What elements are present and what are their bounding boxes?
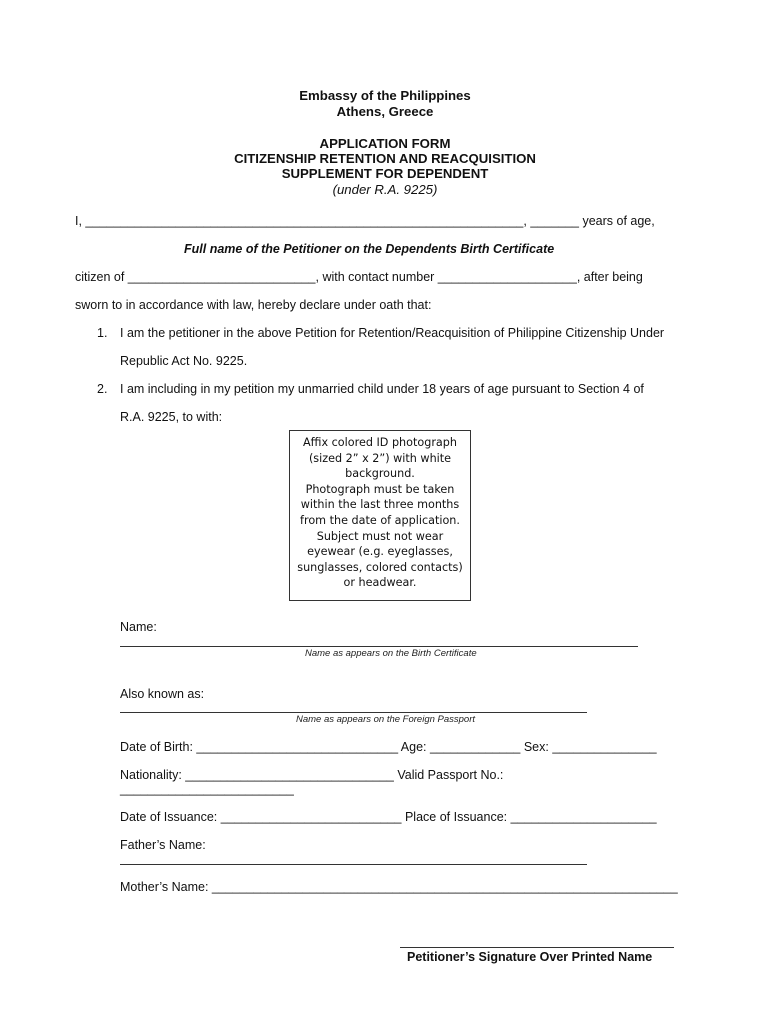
passport-number-blank[interactable]: _________________________: [120, 782, 294, 796]
form-subtitle: CITIZENSHIP RETENTION AND REACQUISITION: [234, 151, 536, 166]
dob-age-sex-line: Date of Birth: _____________________________ Age: _____________ Sex: _______________: [120, 740, 657, 754]
mother-name-line: Mother’s Name: ___________________________________________________________________: [120, 880, 678, 894]
aka-caption: Name as appears on the Foreign Passport: [296, 714, 476, 725]
signature-line[interactable]: [400, 947, 674, 948]
embassy-name: Embassy of the Philippines: [299, 88, 471, 103]
intro-line-2: citizen of ___________________________, with contact number ____________________, after being: [75, 270, 643, 284]
issuance-line: Date of Issuance: __________________________ Place of Issuance: _____________________: [120, 810, 657, 824]
item-2-continuation: R.A. 9225, to with:: [120, 410, 223, 424]
name-label: Name:: [120, 620, 157, 634]
item-1-text: I am the petitioner in the above Petition for Retention/Reacquisition of Philippine Citizenship Under: [120, 326, 665, 340]
photo-instruction-line: Affix colored ID photograph: [303, 436, 457, 449]
item-1-continuation: Republic Act No. 9225.: [120, 354, 248, 368]
intro-line-1: I, _______________________________________________________________, _______ years of age,: [75, 214, 655, 228]
item-2-number: 2.: [97, 382, 108, 396]
law-reference: (under R.A. 9225): [332, 182, 438, 197]
photo-instruction-line: eyewear (e.g. eyeglasses,: [307, 545, 453, 559]
petitioner-caption: Full name of the Petitioner on the Dependents Birth Certificate: [184, 242, 555, 256]
intro-line-3: sworn to in accordance with law, hereby declare under oath that:: [75, 298, 432, 312]
photo-instruction-line: Photograph must be taken: [305, 482, 455, 496]
father-name-label: Father’s Name:: [120, 838, 206, 852]
supplement-title: SUPPLEMENT FOR DEPENDENT: [281, 166, 489, 181]
name-caption: Name as appears on the Birth Certificate: [305, 648, 477, 659]
item-1-number: 1.: [97, 326, 108, 340]
aka-blank[interactable]: [120, 712, 587, 713]
aka-label: Also known as:: [120, 687, 205, 701]
signature-caption: Petitioner’s Signature Over Printed Name: [407, 950, 653, 964]
photo-instruction-line: or headwear.: [343, 576, 417, 590]
photo-instruction-line: Subject must not wear: [316, 529, 444, 543]
embassy-location: Athens, Greece: [336, 104, 434, 119]
father-name-blank[interactable]: [120, 864, 587, 865]
item-2-text: I am including in my petition my unmarried child under 18 years of age pursuant to Section 4 of: [120, 382, 644, 396]
photo-placeholder-box: [289, 430, 471, 601]
photo-instruction-line: within the last three months: [300, 498, 460, 512]
form-title: APPLICATION FORM: [319, 136, 451, 151]
photo-instruction-line: sunglasses, colored contacts): [297, 560, 463, 574]
photo-instruction-line: background.: [345, 467, 415, 481]
name-blank[interactable]: [120, 646, 638, 647]
photo-instruction-line: (sized 2” x 2”) with white: [308, 451, 452, 465]
nationality-passport-line: Nationality: ______________________________ Valid Passport No.:: [120, 768, 504, 782]
photo-instruction-line: from the date of application.: [300, 513, 460, 527]
